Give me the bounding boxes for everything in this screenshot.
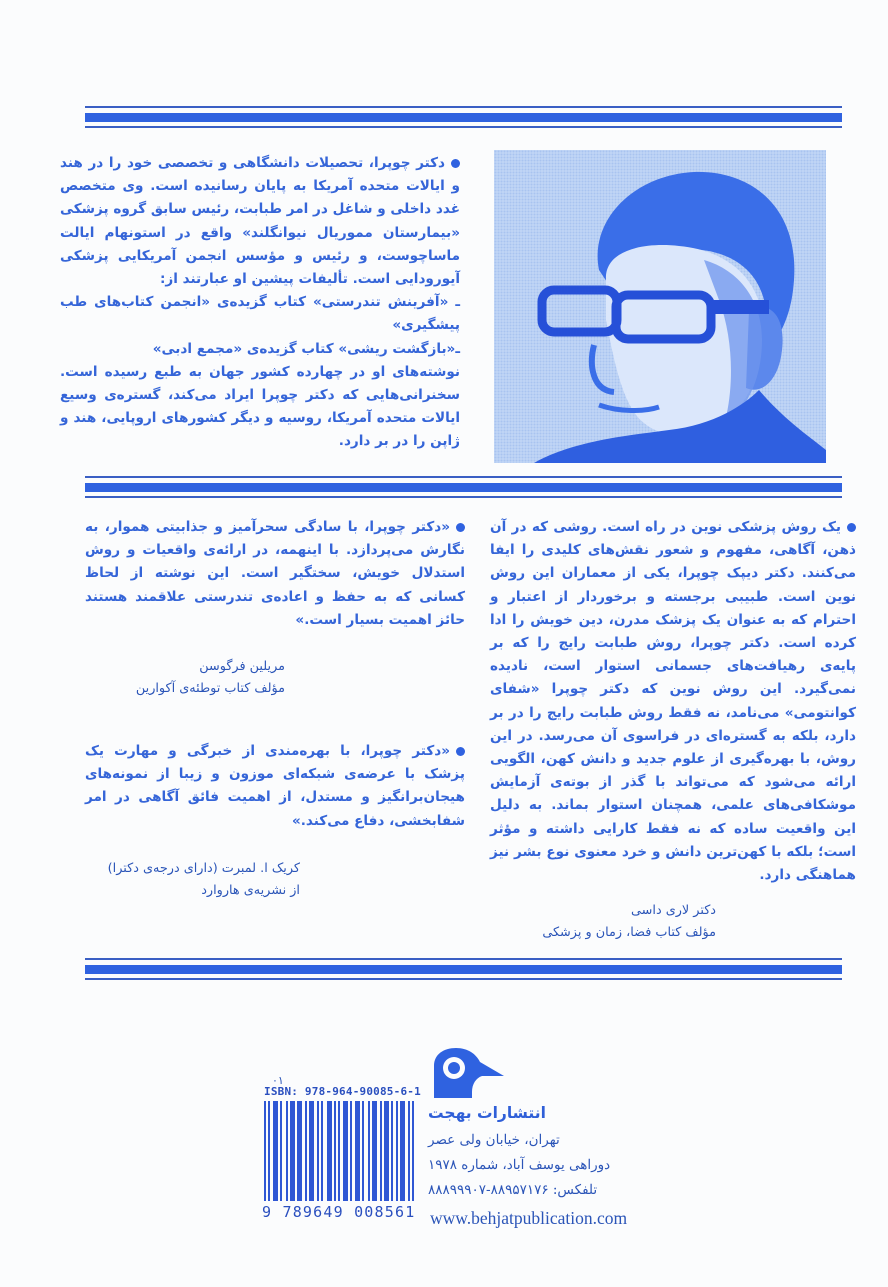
bird-head-icon bbox=[432, 1048, 504, 1098]
review-lambert bbox=[85, 740, 465, 833]
barcode-icon bbox=[264, 1101, 416, 1201]
bullet-icon bbox=[456, 523, 465, 532]
review-lambert-signature bbox=[85, 858, 300, 902]
author-bio-closing: نوشته‌های او در چهارده کشور جهان به طبع رسیده است. سخنرانی‌هایی که دکتر چوپرا ایراد می‌کند، گستره‌ی وسیع ایالات متحده آمریکا، روسیه و دیگر کشورهای اروپایی، هند و ژاپن را در بر دارد. bbox=[60, 363, 460, 450]
author-work-1: ـ «آفرینش تندرستی» کتاب گزیده‌ی «انجمن کتاب‌های طب پیشگیری» bbox=[60, 294, 460, 334]
review-main-author-note: مؤلف کتاب فضا، زمان و پزشکی bbox=[542, 925, 716, 940]
bullet-icon bbox=[847, 523, 856, 532]
author-bio bbox=[60, 152, 460, 454]
decorative-rule-top bbox=[85, 106, 842, 128]
portrait-image bbox=[494, 150, 826, 463]
author-bio-paragraph: دکتر چوپرا، تحصیلات دانشگاهی و تخصصی خود را در هند و ایالات متحده آمریکا به پایان رسانیده است. وی متخصص غدد داخلی و شاغل در امر طبابت، رئیس سابق گروه پزشکی «بیمارستان مموریال نیوانگلند» واقع در استونهام ایالت ماساچوست، و رئیس و مؤسس انجمن آمریکایی پزشکی آیورودایی است. تألیفات پیشین او عبارتند از: bbox=[60, 155, 460, 288]
review-ferguson-signature bbox=[85, 656, 285, 700]
review-ferguson-author: مریلین فرگوسن bbox=[199, 659, 285, 674]
publisher-name: انتشارات بهجت bbox=[428, 1104, 546, 1122]
review-lambert-author-note: از نشریه‌ی هاروارد bbox=[201, 883, 300, 898]
review-main-signature bbox=[480, 900, 716, 944]
review-lambert-text: «دکتر چوپرا، با بهره‌مندی از خبرگی و مهارت یک پزشک با عرضه‌ی شبکه‌ای موزون و زیبا از نمونه‌های هیجان‌برانگیز و مستدل، از اهمیت فائق آگاهی در امر شفابخشی، دفاع می‌کند.» bbox=[85, 743, 465, 829]
review-main-author: دکتر لاری داسی bbox=[631, 903, 716, 918]
review-ferguson-text: «دکتر چوپرا، با سادگی سحرآمیز و جذابیتی هموار، به نگارش می‌پردازد. با اینهمه، در ارائه‌ی واقعیات و روش استدلال خویش، سختگیر است. این نوشته از لحاظ کسانی که به حفظ و اعاده‌ی تندرستی علاقمند هستند حائز اهمیت بسیار است.» bbox=[85, 519, 465, 628]
bullet-icon bbox=[456, 747, 465, 756]
author-photo bbox=[494, 150, 826, 463]
review-lambert-author: کریک ا. لمبرت (دارای درجه‌ی دکترا) bbox=[107, 861, 300, 876]
print-mark: ۰۱ bbox=[272, 1074, 284, 1087]
review-main-text: یک روش پزشکی نوین در راه است. روشی که در آن ذهن، آگاهی، مفهوم و شعور نقش‌های کلیدی را ایفا می‌کنند. دکتر دیپک چوپرا، یکی از معماران این روش نوین است. طبیبی برجسته و برخوردار از اعتبار و احترام که به عنوان یک پزشک مدرن، دین خویش را ادا کرده است. دکتر چوپرا، روش طبابت رایج را که بر پایه‌ی رهیافت‌های جسمانی استوار است، نادیده نمی‌گیرد. این روش نوین که دکتر چوپرا «شفای کوانتومی» می‌نامد، نه فقط روش طبابت رایج را در بر دارد، بلکه به گستره‌ای در فراسوی آن می‌رسد. در این روش، با بهره‌گیری از علوم جدید و دانش کهن، الگویی ارائه می‌شود که می‌تواند با گذر از بوته‌ی آزمایش موشکافی‌های علمی، همچنان استوار بماند. به دلیل این واقعیت ساده که نه فقط کارایی داشته و مؤثر است؛ بلکه با کهن‌ترین دانش و خرد معنوی نوع بشر نیز هماهنگی دارد. bbox=[490, 519, 856, 884]
review-ferguson bbox=[85, 516, 465, 632]
decorative-rule-bottom bbox=[85, 958, 842, 980]
decorative-rule-middle bbox=[85, 476, 842, 498]
publisher-website[interactable]: www.behjatpublication.com bbox=[430, 1208, 628, 1228]
barcode-digits: 9 789649 008561 bbox=[262, 1203, 416, 1221]
publisher-address-1: تهران، خیابان ولی عصر bbox=[428, 1132, 560, 1148]
review-ferguson-author-note: مؤلف کتاب توطئه‌ی آکوارین bbox=[135, 681, 285, 696]
bullet-icon bbox=[451, 159, 460, 168]
review-main bbox=[490, 516, 856, 887]
isbn-label: ISBN: 978-964-90085-6-1 bbox=[264, 1085, 421, 1098]
publisher-telefax: تلفکس: ۸۸۹۵۷۱۷۶-۸۸۸۹۹۹۰۷ bbox=[428, 1182, 598, 1198]
author-work-2: ـ«بازگشت ریشی» کتاب گزیده‌ی «مجمع ادبی» bbox=[152, 340, 460, 357]
publisher-address-2: دوراهی یوسف آباد، شماره ۱۹۷۸ bbox=[428, 1157, 611, 1173]
